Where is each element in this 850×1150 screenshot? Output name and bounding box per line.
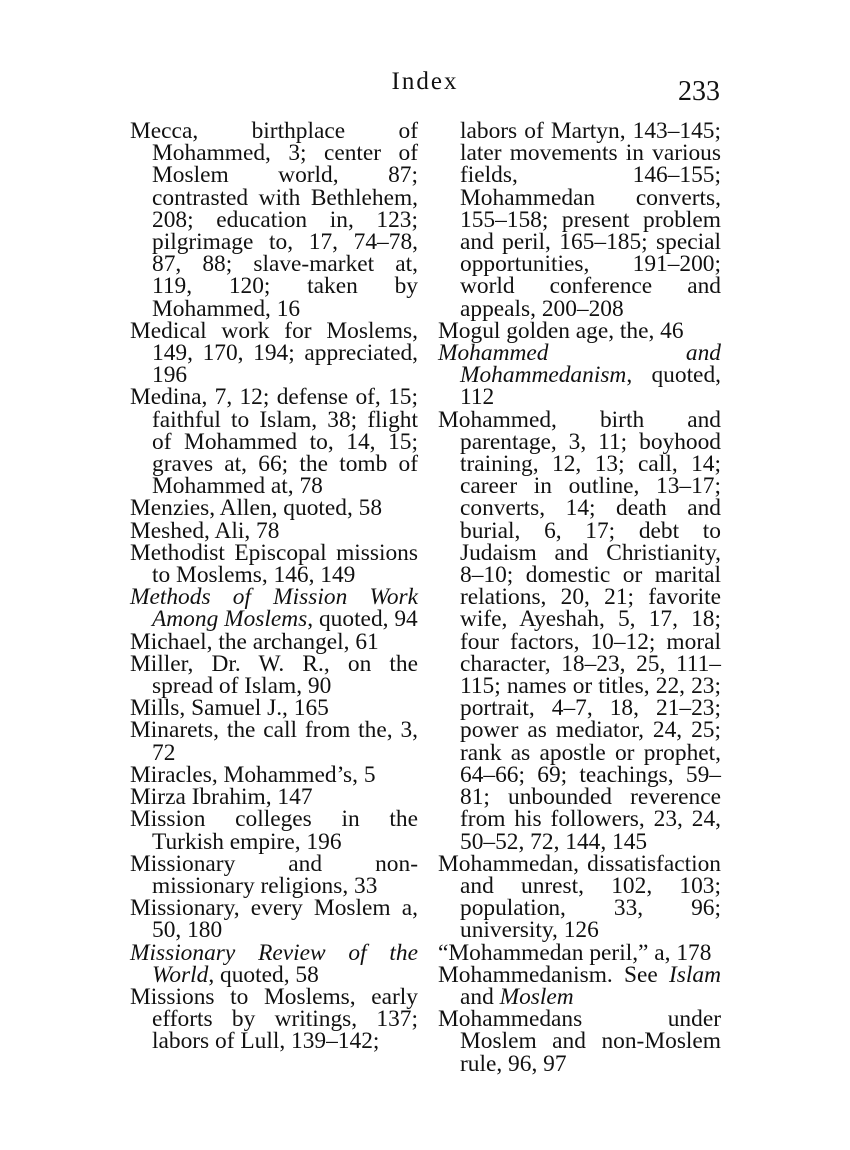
index-entry: [130, 939, 418, 988]
entry-text: Michael, the archangel, 61: [130, 628, 379, 655]
index-entry: [130, 495, 418, 522]
page-number: 233: [678, 76, 720, 107]
index-entry: [438, 961, 721, 1010]
index-entry: [130, 120, 418, 320]
entry-text: Miller, Dr. W. R., on the spread of Islam, 90: [130, 650, 418, 700]
entry-text: Missions to Moslems, early efforts by writings, 137; labors of Lull, 139–142;: [130, 983, 418, 1055]
index-entry: [130, 784, 418, 811]
index-entry: [130, 584, 418, 633]
index-entry: [438, 1008, 721, 1075]
entry-text: Meshed, Ali, 78: [130, 517, 280, 544]
index-column-left: [130, 120, 418, 1053]
index-entry: [130, 517, 418, 544]
index-entry: [130, 983, 418, 1055]
entry-text: Mirza Ibrahim, 147: [130, 784, 313, 811]
entry-text: Islam: [669, 961, 721, 988]
entry-text: Mohammed, birth and parentage, 3, 11; boyhood training, 12, 13; call, 14; career in outline, 13–17; converts, 14; death and burial, 6, 17; debt to Judaism and Christianity, 8–10; domestic or marital relations, 20, 21; favorite wife, Ayeshah, 5, 17, 18; four factors, 10–12; moral character, 18–23, 25, 111–115; names or titles, 22, 23; portrait, 4–7, 18, 21–23; power as mediator, 24, 25; rank as apostle or prophet, 64–66; 69; teachings, 59–81; unbounded reverence from his followers, 23, 24, 50–52, 72, 144, 145: [438, 406, 721, 855]
entry-text: Missionary, every Moslem a, 50, 180: [130, 895, 418, 944]
index-entry: [130, 850, 418, 899]
entry-text: , quoted, 58: [208, 961, 319, 988]
entry-text: Methodist Episcopal missions to Moslems, 146, 149: [130, 539, 418, 589]
entry-text: Methods of Mission Work Among Moslems: [130, 584, 418, 633]
entry-text: Mohammedan, dissatisfaction and unrest, 102, 103; population, 33, 96; university, 126: [438, 850, 721, 944]
entry-text: labors of Martyn, 143–145; later movements in various fields, 146–155; Mohammedan converts, 155–158; present problem and peril, 165–185; special opportunities, 191–200; world conference and appeals, 200–208: [460, 118, 721, 322]
index-entry: [438, 850, 721, 944]
index-entry: [130, 384, 418, 500]
index-entry: [438, 406, 721, 855]
entry-text: Medina, 7, 12; defense of, 15; faithful to Islam, 38; flight of Mohammed to, 14, 15; graves at, 66; the tomb of Mohammed at, 78: [130, 384, 418, 500]
entry-text: Mills, Samuel J., 165: [130, 695, 329, 722]
entry-text: Missionary Review of the World: [130, 939, 418, 988]
entry-text: and: [460, 983, 500, 1010]
entry-text: Moslem: [499, 983, 574, 1010]
index-entry: [130, 317, 418, 389]
index-entry: [130, 695, 418, 722]
index-entry: [438, 317, 721, 344]
index-entry: [438, 342, 721, 409]
entry-text: Menzies, Allen, quoted, 58: [130, 495, 383, 522]
entry-text: , quoted, 112: [460, 362, 721, 411]
entry-text: Mohammed and Mohammedanism: [438, 340, 721, 389]
entry-text: Mohammedanism. See: [438, 961, 670, 988]
entry-text: Missionary and non-missionary religions, 33: [130, 850, 418, 899]
index-column-right: [438, 120, 721, 1075]
entry-text: “Mohammedan peril,” a, 178: [438, 939, 712, 966]
entry-text: Medical work for Moslems, 149, 170, 194; appreciated, 196: [130, 317, 418, 389]
index-entry: [438, 120, 721, 320]
entry-text: Mission colleges in the Turkish empire, 196: [130, 806, 418, 855]
index-entry: [130, 761, 418, 788]
index-entry: [130, 650, 418, 700]
index-entry: [438, 939, 721, 966]
entry-text: Mogul golden age, the, 46: [438, 317, 684, 344]
entry-text: Mecca, birthplace of Mohammed, 3; center of Moslem world, 87; contrasted with Bethlehem, 208; education in, 123; pilgrimage to, 17, 74–78, 87, 88; slave-market at, 119, 120; taken by Mohammed, 16: [130, 118, 418, 322]
entry-text: Minarets, the call from the, 3, 72: [130, 717, 418, 766]
index-entry: [130, 628, 418, 655]
entry-text: Mohammedans under Moslem and non-Moslem rule, 96, 97: [438, 1006, 721, 1077]
index-entry: [130, 539, 418, 589]
index-entry: [130, 717, 418, 766]
index-entry: [130, 806, 418, 855]
entry-text: , quoted, 94: [307, 606, 418, 633]
index-entry: [130, 895, 418, 944]
page-title: Index: [391, 68, 459, 95]
entry-text: Miracles, Mohammed’s, 5: [130, 761, 376, 788]
